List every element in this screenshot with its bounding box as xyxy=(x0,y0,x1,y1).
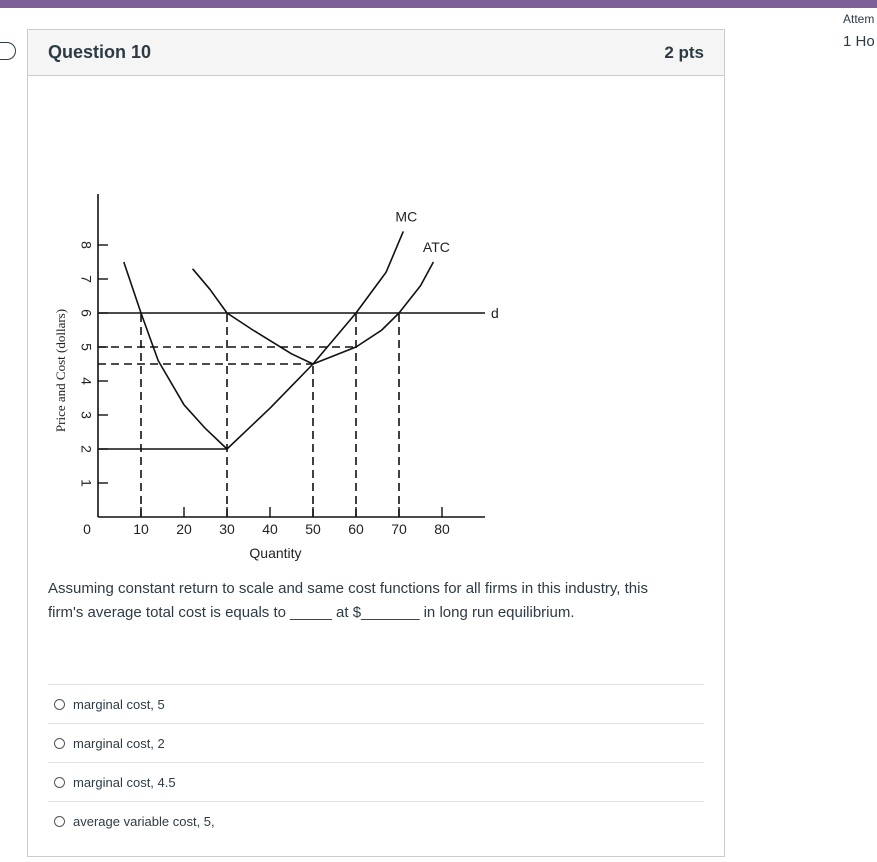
question-text xyxy=(48,577,708,625)
cost-curves-chart xyxy=(48,190,528,570)
series-label-atc: ATC xyxy=(422,239,450,255)
x-tick-label: 0 xyxy=(83,521,91,537)
x-tick-label: 40 xyxy=(262,521,278,537)
question-text-line-1: Assuming constant return to scale and same cost functions for all firms in this industry, this xyxy=(48,580,648,597)
radio-button-icon[interactable] xyxy=(54,738,65,749)
answer-label: marginal cost, 4.5 xyxy=(73,774,176,790)
answer-option-4[interactable] xyxy=(48,801,704,840)
y-tick-label: 2 xyxy=(78,445,95,453)
x-tick-label: 80 xyxy=(434,521,450,537)
x-tick-label: 30 xyxy=(219,521,235,537)
question-header xyxy=(28,30,724,76)
x-tick-label: 20 xyxy=(176,521,192,537)
y-tick-label: 3 xyxy=(78,411,95,419)
x-tick-label: 70 xyxy=(391,521,407,537)
answer-option-2[interactable] xyxy=(48,723,704,762)
top-accent-bar xyxy=(0,0,877,8)
question-card xyxy=(27,29,725,857)
y-axis-label: Price and Cost (dollars) xyxy=(52,308,68,433)
time-label: 1 Ho xyxy=(843,33,875,50)
x-tick-label: 50 xyxy=(305,521,321,537)
y-tick-label: 6 xyxy=(78,309,95,317)
y-tick-label: 7 xyxy=(78,275,95,283)
series-mc-line xyxy=(124,231,404,449)
answer-list xyxy=(48,684,704,840)
answer-option-1[interactable] xyxy=(48,684,704,723)
attempt-label: Attem xyxy=(843,12,875,26)
series-label-d: d xyxy=(491,305,499,321)
question-points: 2 pts xyxy=(664,42,704,62)
y-tick-label: 5 xyxy=(78,343,95,351)
radio-button-icon[interactable] xyxy=(54,777,65,788)
answer-option-3[interactable] xyxy=(48,762,704,801)
y-tick-label: 1 xyxy=(78,479,95,487)
radio-button-icon[interactable] xyxy=(54,699,65,710)
y-tick-label: 8 xyxy=(78,241,95,249)
answer-label: marginal cost, 2 xyxy=(73,735,165,751)
answer-label: average variable cost, 5, xyxy=(73,813,215,829)
x-axis-label: Quantity xyxy=(249,545,302,561)
x-tick-label: 10 xyxy=(133,521,149,537)
radio-button-icon[interactable] xyxy=(54,816,65,827)
y-tick-label: 4 xyxy=(78,377,95,385)
question-title: Question 10 xyxy=(48,42,152,62)
series-label-mc: MC xyxy=(395,208,418,225)
x-tick-label: 60 xyxy=(348,521,364,537)
flag-icon[interactable] xyxy=(0,42,16,60)
answer-label: marginal cost, 5 xyxy=(73,696,165,712)
question-text-line-2: firm's average total cost is equals to _____ at $_______ in long run equilibrium. xyxy=(48,604,575,621)
